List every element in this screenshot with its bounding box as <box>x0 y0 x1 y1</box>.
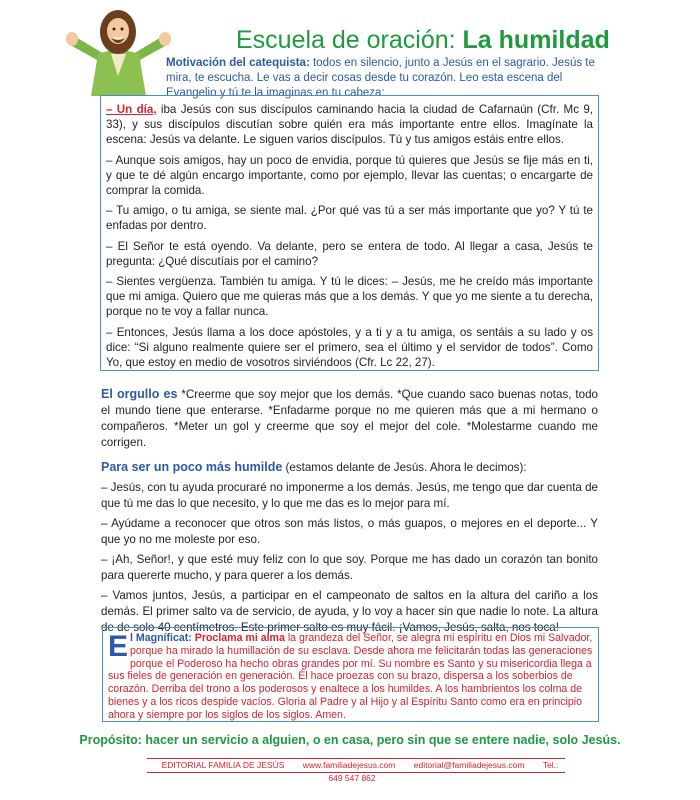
footer-phone: Tel.: 649 547 862 <box>328 760 559 783</box>
story-lead: – Un día, <box>106 103 157 116</box>
story-paragraph: – Un día, iba Jesús con sus discípulos caminando hacia la ciudad de Cafarnaún (Cfr. Mc 9, 33), y sus discípulos discutían sobre quién era más importante entre ellos. Imagínate la escena: Jesús va delante. Le siguen varios discípulos. Tú y tus amigos estáis entre ellos. <box>106 103 593 147</box>
magnificat-box: El Magníficat: Proclama mi alma la grandeza del Señor, se alegra mi espíritu en Dios mi Salvador, porque ha mirado la humillación de su esclava. Desde ahora me felicitarán todas las generaciones porque el Poderoso ha hecho obras grandes por mí. Su nombre es Santo y su misericordia llega a sus fieles de generación en generación. Él hace proezas con su brazo, dispersa a los soberbios de corazón. Derriba del trono a los poderosos y enaltece a los humildes. A los hambrientos los colma de bienes y a los ricos despide vacíos. Gloria al Padre y al Hijo y al Espíritu Santo como era en principio ahora y siempre por los siglos de los siglos. Amen. <box>102 627 599 722</box>
story-paragraph: – El Señor te está oyendo. Va delante, pero se entera de todo. Al llegar a casa, Jesús te pregunta: ¿Qué discutíais por el camino? <box>106 239 593 268</box>
story-paragraph: – Entonces, Jesús llama a los doce apóstoles, y a ti y a tu amiga, os sentáis a su lado y os dice: “Si alguno realmente quiere ser el primero, sea el último y el servidor de todos”. Como Yo, que estoy en medio de vosotros sirviéndoos (Cfr. Lc 22, 27). <box>106 325 593 370</box>
humble-section: Para ser un poco más humilde (estamos delante de Jesús. Ahora le decimos): – Jesús, con tu ayuda procuraré no imponerme a los demás. Jesús, me tengo que dar cuenta de que tú me das lo que necesito, y lo que me das es lo mejor para mí. – Ayúdame a reconocer que otros son más listos, o más guapos, o mejores en el deporte... Y que yo no me moleste por eso. – ¡Ah, Señor!, y que esté muy feliz con lo que soy. Porque me has dado un corazón tan bonito para quererte mucho, y para querer a los demás. – Vamos juntos, Jesús, a participar en el campeonato de saltos en la altura del cariño a los demás. El primer salto va de servicio, de ayuda, y lo voy a hacer sin que nadie lo note. La altura de de solo 40 centímetros. Este primer salto es muy fácil. ¡Vamos, Jesús, salta, nos toca! <box>101 460 598 634</box>
humble-paragraph: – Ayúdame a reconocer que otros son más listos, o más guapos, o mejores en el deporte... Y que yo no me moleste por eso. <box>101 517 598 546</box>
footer-publisher: EDITORIAL FAMILIA DE JESÚS <box>161 760 285 770</box>
humble-heading: Para ser un poco más humilde <box>101 460 283 474</box>
drop-cap: E <box>108 630 129 663</box>
magnificat-label: l Magníficat: <box>130 632 192 644</box>
purpose-line: Propósito: hacer un servicio a alguien, o en casa, pero sin que se entere nadie, solo Jesús. <box>79 733 621 747</box>
humble-paragraph: – Vamos juntos, Jesús, a participar en el campeonato de saltos en la altura del cariño a los demás. El primer salto va de servicio, de ayuda, y lo voy a hacer sin que nadie lo note. La altura de de solo 40 centímetros. Este primer salto es muy fácil. ¡Vamos, Jesús, salta, nos toca! <box>101 589 598 634</box>
footer-email: editorial@familiadejesus.com <box>413 760 525 770</box>
pride-heading: El orgullo es <box>101 387 178 401</box>
humble-paragraph: – Jesús, con tu ayuda procuraré no imponerme a los demás. Jesús, me tengo que dar cuenta de que tú me das lo que necesito, y lo que me das es lo mejor para mí. <box>101 481 598 510</box>
pride-section: El orgullo es *Creerme que soy mejor que los demás. *Que cuando saco buenas notas, todo el mundo tiene que enterarse. *Enfadarme porque no me quieren más que a mi hermano o compañeros. *Meter un gol y creerme que soy el mejor del cole. *Molestarme cuando me corrigen. <box>101 387 598 449</box>
motivation-paragraph: Motivación del catequista: todos en silencio, junto a Jesús en el sagrario. Jesús te mira, te escucha. Le vas a decir cosas desde tu corazón. Leo esta escena del Evangelio y tú te la imaginas en tu cabeza: <box>166 57 595 99</box>
footer-web: www.familiadejesus.com <box>302 760 396 770</box>
story-paragraph: – Aunque sois amigos, hay un poco de envidia, porque tú quieres que Jesús se fije más en ti, y que te dé algún encargo importante, como por ejemplo, llevar las cuentas; o encargarte de comprar la comida. <box>106 153 593 198</box>
story-paragraph: – Sientes vergüenza. También tu amiga. Y tú le dices: – Jesús, me he creído más importante que mi amiga. Quiero que me quieras más que a los demás. Y que yo me siente a tu derecha, porque no te voy a fallar nunca. <box>106 275 593 319</box>
story-paragraph: – Tu amigo, o tu amiga, se siente mal. ¿Por qué vas tú a ser más importante que yo? Y tú te enfadas por dentro. <box>106 204 593 233</box>
footer <box>147 758 565 783</box>
gospel-story-box <box>100 95 599 371</box>
humble-paragraph: – ¡Ah, Señor!, y que esté muy feliz con lo que soy. Porque me has dado un corazón tan bonito para quererte mucho, y para querer a los demás. <box>101 553 598 582</box>
jesus-illustration <box>66 6 171 96</box>
page-title: Escuela de oración: La humildad <box>236 26 610 54</box>
motivation-label: Motivación del catequista: <box>166 57 310 69</box>
